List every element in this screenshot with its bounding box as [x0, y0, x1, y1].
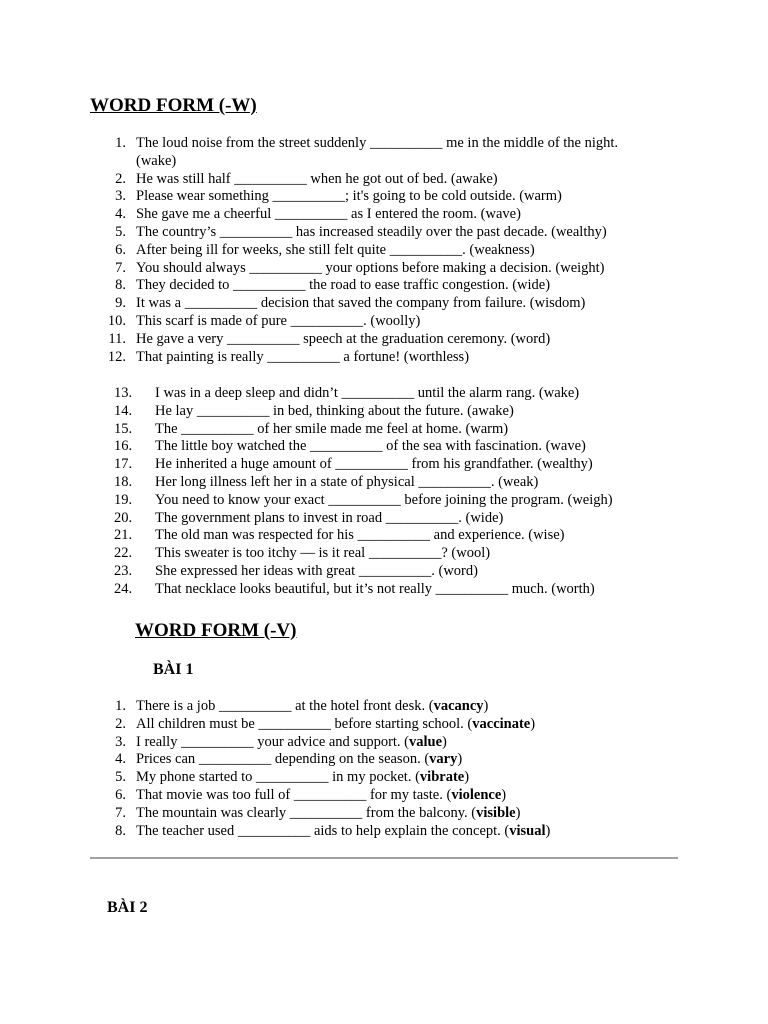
- list-item: [108, 330, 646, 349]
- item-text-end: ): [464, 769, 470, 786]
- item-text: It was a __________ decision that saved the company from failure. (wisdom): [136, 295, 586, 312]
- item-text: She gave me a cheerful __________ as I entered the room. (wave): [136, 206, 521, 223]
- item-number: 5.: [115, 769, 126, 786]
- item-text-end: ): [530, 715, 536, 732]
- item-text: You should always __________ your options before making a decision. (weight): [136, 259, 605, 276]
- item-number: 10.: [107, 312, 126, 329]
- list-item: [114, 580, 655, 599]
- answer-word: value: [409, 733, 443, 750]
- list-item: [107, 312, 646, 331]
- item-text-end: ): [501, 786, 507, 803]
- list-item: [114, 402, 655, 421]
- item-text: She expressed her ideas with great __________. (word): [155, 562, 478, 579]
- list-item: [115, 733, 636, 752]
- item-text: That necklace looks beautiful, but it’s not really __________ much. (worth): [155, 580, 595, 597]
- item-number: 11.: [108, 330, 126, 347]
- item-text: Please wear something __________; it's going to be cold outside. (warm): [136, 188, 562, 205]
- item-text: All children must be __________ before starting school. (: [136, 715, 473, 732]
- list-item: [114, 473, 655, 492]
- item-text: This scarf is made of pure __________. (woolly): [136, 312, 421, 329]
- list-item: [115, 188, 646, 206]
- answer-word: vacancy: [433, 698, 484, 714]
- list-item: [115, 804, 636, 823]
- list-item: [115, 135, 646, 171]
- section-title-v: WORD FORM (-V): [135, 620, 297, 641]
- list-item: [114, 385, 655, 403]
- item-text: The loud noise from the street suddenly __________ me in the middle of the night. (wake): [136, 135, 619, 169]
- item-text: They decided to __________ the road to ease traffic congestion. (wide): [136, 277, 551, 294]
- item-number: 2.: [115, 715, 126, 732]
- list-item: [114, 456, 655, 474]
- item-text: This sweater is too itchy — is it real __________? (wool): [155, 545, 491, 562]
- list-item: [115, 751, 636, 769]
- list-item: [114, 527, 655, 545]
- item-text: The __________ of her smile made me feel at home. (warm): [155, 420, 509, 437]
- item-text: Prices can __________ depending on the season. (: [136, 751, 430, 768]
- list-item: [114, 545, 655, 563]
- item-number: 6.: [115, 786, 126, 803]
- item-text-end: ): [442, 733, 447, 750]
- exercise-title-bai1: BÀI 1: [153, 661, 194, 678]
- list-item: [115, 698, 636, 716]
- item-text: He lay __________ in bed, thinking about the future. (awake): [155, 402, 514, 419]
- item-text: He was still half __________ when he got out of bed. (awake): [136, 170, 498, 187]
- item-text: I really __________ your advice and support. (: [136, 733, 410, 750]
- item-text: My phone started to __________ in my pocket. (: [136, 769, 420, 786]
- item-number: 7.: [115, 804, 126, 821]
- list-item: [115, 170, 646, 189]
- item-text: I was in a deep sleep and didn’t __________ until the alarm rang. (wake): [155, 385, 580, 401]
- item-text: After being ill for weeks, she still felt quite __________. (weakness): [136, 241, 535, 258]
- item-number: 3.: [115, 188, 126, 205]
- item-number: 6.: [115, 241, 126, 258]
- item-number: 5.: [115, 223, 126, 240]
- horizontal-divider: [90, 857, 678, 859]
- item-text: Her long illness left her in a state of physical __________. (weak): [155, 473, 539, 490]
- list-item: [115, 277, 646, 295]
- item-text: The teacher used __________ aids to help explain the concept. (: [136, 822, 510, 839]
- item-number: 1.: [115, 698, 126, 714]
- answer-word: vaccinate: [472, 715, 531, 732]
- item-text: He inherited a huge amount of __________ from his grandfather. (wealthy): [155, 456, 593, 473]
- item-number: 7.: [115, 259, 126, 276]
- item-number: 18.: [114, 473, 133, 490]
- item-text-end: ): [545, 822, 551, 839]
- item-number: 22.: [114, 545, 133, 562]
- list-item: [114, 509, 655, 528]
- item-text: He gave a very __________ speech at the graduation ceremony. (word): [136, 330, 551, 347]
- list-item: [114, 562, 655, 581]
- list-item: [115, 259, 646, 278]
- answer-word: vary: [429, 751, 458, 768]
- item-text: The old man was respected for his __________ and experience. (wise): [155, 527, 565, 544]
- item-number: 4.: [115, 206, 126, 223]
- list-item: [115, 295, 646, 313]
- exercise-list-w-part1: [107, 135, 646, 366]
- item-number: 12.: [107, 348, 126, 365]
- item-number: 24.: [114, 580, 133, 597]
- list-item: [115, 715, 636, 734]
- item-number: 9.: [115, 295, 126, 312]
- item-text-end: ): [483, 698, 489, 714]
- item-text: There is a job __________ at the hotel front desk. (: [136, 698, 434, 714]
- item-text: That movie was too full of __________ for my taste. (: [136, 786, 452, 803]
- item-text: The little boy watched the __________ of the sea with fascination. (wave): [155, 438, 586, 455]
- item-number: 23.: [114, 562, 133, 579]
- item-text: The government plans to invest in road __________. (wide): [155, 509, 504, 526]
- list-item: [115, 769, 636, 787]
- list-item: [115, 786, 636, 805]
- item-number: 8.: [115, 822, 126, 839]
- answer-word: violence: [451, 786, 502, 803]
- item-number: 2.: [115, 170, 126, 187]
- section-title-w: WORD FORM (-W): [90, 95, 257, 116]
- item-text: That painting is really __________ a fortune! (worthless): [136, 348, 470, 365]
- list-item: [115, 206, 646, 224]
- item-text: The mountain was clearly __________ from the balcony. (: [136, 804, 477, 821]
- answer-word: visible: [476, 804, 516, 821]
- exercise-list-v: [115, 698, 636, 840]
- item-number: 1.: [115, 135, 126, 151]
- item-number: 20.: [114, 509, 133, 526]
- exercise-title-bai2: BÀI 2: [107, 899, 148, 916]
- list-item: [115, 223, 646, 242]
- answer-word: visual: [509, 822, 546, 839]
- item-number: 13.: [114, 385, 133, 401]
- list-item: [114, 438, 655, 456]
- item-number: 19.: [114, 491, 133, 508]
- list-item: [115, 241, 646, 260]
- item-number: 3.: [115, 733, 126, 750]
- item-text: The country’s __________ has increased steadily over the past decade. (wealthy): [136, 223, 607, 240]
- answer-word: vibrate: [419, 769, 465, 786]
- item-number: 4.: [115, 751, 126, 768]
- item-number: 17.: [114, 456, 133, 473]
- list-item: [114, 420, 655, 439]
- list-item: [115, 822, 636, 841]
- item-number: 14.: [114, 402, 133, 419]
- item-number: 21.: [114, 527, 133, 544]
- item-number: 15.: [114, 420, 133, 437]
- list-item: [107, 348, 646, 367]
- exercise-list-w-part2: [114, 385, 655, 599]
- item-text: You need to know your exact __________ before joining the program. (weigh): [155, 491, 613, 508]
- item-number: 8.: [115, 277, 126, 294]
- item-text-end: ): [515, 804, 521, 821]
- item-text-end: ): [457, 751, 463, 768]
- list-item: [114, 491, 655, 510]
- item-number: 16.: [114, 438, 133, 455]
